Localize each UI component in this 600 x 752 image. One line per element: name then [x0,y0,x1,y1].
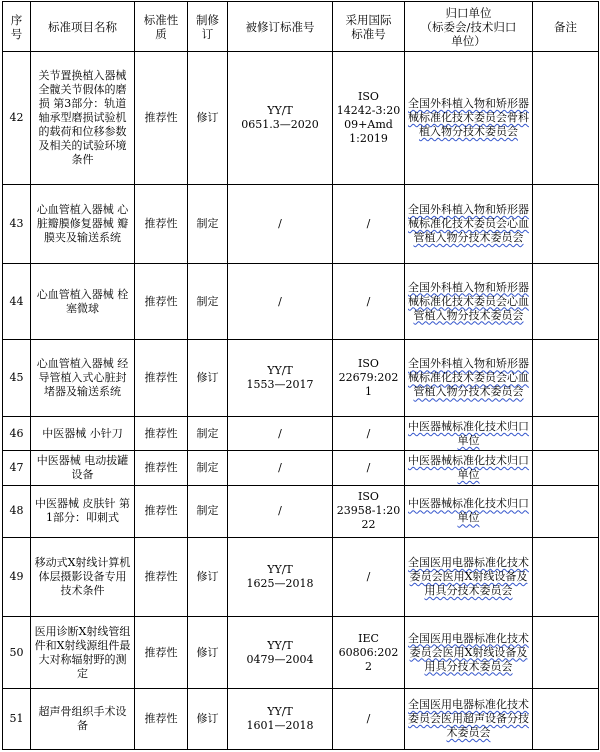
table-row [3,538,599,617]
cell-nature: 推荐性 [135,616,188,689]
header-row [3,2,599,52]
cell-seq: 44 [3,263,31,340]
cell-revise: 制定 [188,451,228,485]
cell-nature: 推荐性 [135,340,188,417]
cell-revised-std: YY/T 0479—2004 [228,616,333,689]
col-header-name: 标准项目名称 [31,2,135,52]
cell-name: 心血管植入器械 经导管植入式心脏封堵器及输送系统 [31,340,135,417]
cell-remark [533,52,599,185]
cell-remark [533,185,599,264]
table-row [3,689,599,750]
cell-remark [533,417,599,451]
cell-intl-std: / [333,263,405,340]
cell-nature: 推荐性 [135,185,188,264]
cell-revise: 修订 [188,689,228,750]
cell-revise: 修订 [188,616,228,689]
cell-intl-std: / [333,689,405,750]
cell-nature: 推荐性 [135,52,188,185]
cell-unit: 全国外科植入物和矫形器械标准化技术委员会心血管植入物分技术委员会 [405,340,533,417]
cell-unit: 中医器械标准化技术归口单位 [405,485,533,537]
cell-unit: 全国外科植入物和矫形器械标准化技术委员会心血管植入物分技术委员会 [405,185,533,264]
cell-revised-std: / [228,485,333,537]
cell-unit: 全国医用电器标准化技术委员会医用X射线设备及用具分技术委员会 [405,616,533,689]
cell-seq: 45 [3,340,31,417]
cell-revised-std: / [228,417,333,451]
cell-unit: 中医器械标准化技术归口单位 [405,451,533,485]
cell-unit: 全国医用电器标准化技术委员会医用X射线设备及用具分技术委员会 [405,538,533,617]
cell-seq: 48 [3,485,31,537]
cell-revise: 修订 [188,52,228,185]
cell-revise: 制定 [188,263,228,340]
cell-name: 心血管植入器械 心脏瓣膜修复器械 瓣膜夹及输送系统 [31,185,135,264]
cell-nature: 推荐性 [135,485,188,537]
cell-revise: 制定 [188,485,228,537]
table-row [3,417,599,451]
cell-intl-std: / [333,451,405,485]
cell-seq: 46 [3,417,31,451]
cell-seq: 47 [3,451,31,485]
cell-name: 心血管植入器械 栓塞微球 [31,263,135,340]
col-header-seq: 序 号 [3,2,31,52]
cell-revise: 制定 [188,185,228,264]
cell-unit: 全国外科植入物和矫形器械标准化技术委员会骨科植入物分技术委员会 [405,52,533,185]
cell-revised-std: YY/T 0651.3—2020 [228,52,333,185]
cell-intl-std: ISO 14242-3:2009+Amd 1:2019 [333,52,405,185]
cell-intl-std: ISO 22679:2021 [333,340,405,417]
cell-intl-std: / [333,538,405,617]
cell-revise: 修订 [188,538,228,617]
cell-name: 关节置换植入器械 全髋关节假体的磨损 第3部分：轨道轴承型磨损试验机的载荷和位移参数及相关的试验环境条件 [31,52,135,185]
cell-seq: 42 [3,52,31,185]
cell-name: 医用诊断X射线管组件和X射线源组件最大对称辐射野的测定 [31,616,135,689]
cell-remark [533,616,599,689]
cell-remark [533,451,599,485]
cell-name: 中医器械 电动拔罐设备 [31,451,135,485]
col-header-revised-std: 被修订标准号 [228,2,333,52]
cell-remark [533,485,599,537]
cell-name: 移动式X射线计算机体层摄影设备专用技术条件 [31,538,135,617]
table-row [3,185,599,264]
cell-seq: 43 [3,185,31,264]
cell-remark [533,263,599,340]
table-row [3,52,599,185]
cell-revised-std: / [228,263,333,340]
cell-nature: 推荐性 [135,538,188,617]
cell-remark [533,689,599,750]
cell-seq: 49 [3,538,31,617]
cell-remark [533,340,599,417]
cell-nature: 推荐性 [135,417,188,451]
cell-intl-std: / [333,417,405,451]
table-row [3,451,599,485]
standards-table [2,1,599,750]
cell-nature: 推荐性 [135,263,188,340]
cell-nature: 推荐性 [135,451,188,485]
cell-seq: 51 [3,689,31,750]
cell-revised-std: / [228,451,333,485]
col-header-intl-std: 采用国际 标准号 [333,2,405,52]
cell-revised-std: YY/T 1553—2017 [228,340,333,417]
cell-unit: 全国外科植入物和矫形器械标准化技术委员会心血管植入物分技术委员会 [405,263,533,340]
cell-revised-std: YY/T 1601—2018 [228,689,333,750]
col-header-unit: 归口单位 （标委会/技术归口 单位） [405,2,533,52]
cell-name: 中医器械 皮肤针 第1部分：叩刺式 [31,485,135,537]
cell-revised-std: / [228,185,333,264]
col-header-nature: 标准性 质 [135,2,188,52]
table-row [3,616,599,689]
cell-intl-std: IEC 60806:2022 [333,616,405,689]
cell-intl-std: ISO 23958-1:2022 [333,485,405,537]
cell-name: 中医器械 小针刀 [31,417,135,451]
cell-revised-std: YY/T 1625—2018 [228,538,333,617]
cell-intl-std: / [333,185,405,264]
cell-nature: 推荐性 [135,689,188,750]
col-header-remark: 备注 [533,2,599,52]
col-header-revise: 制修 订 [188,2,228,52]
table-row [3,340,599,417]
cell-unit: 中医器械标准化技术归口单位 [405,417,533,451]
table-row [3,485,599,537]
cell-name: 超声骨组织手术设备 [31,689,135,750]
cell-seq: 50 [3,616,31,689]
cell-remark [533,538,599,617]
table-row [3,263,599,340]
cell-revise: 修订 [188,340,228,417]
cell-revise: 制定 [188,417,228,451]
cell-unit: 全国医用电器标准化技术委员会医用超声设备分技术委员会 [405,689,533,750]
